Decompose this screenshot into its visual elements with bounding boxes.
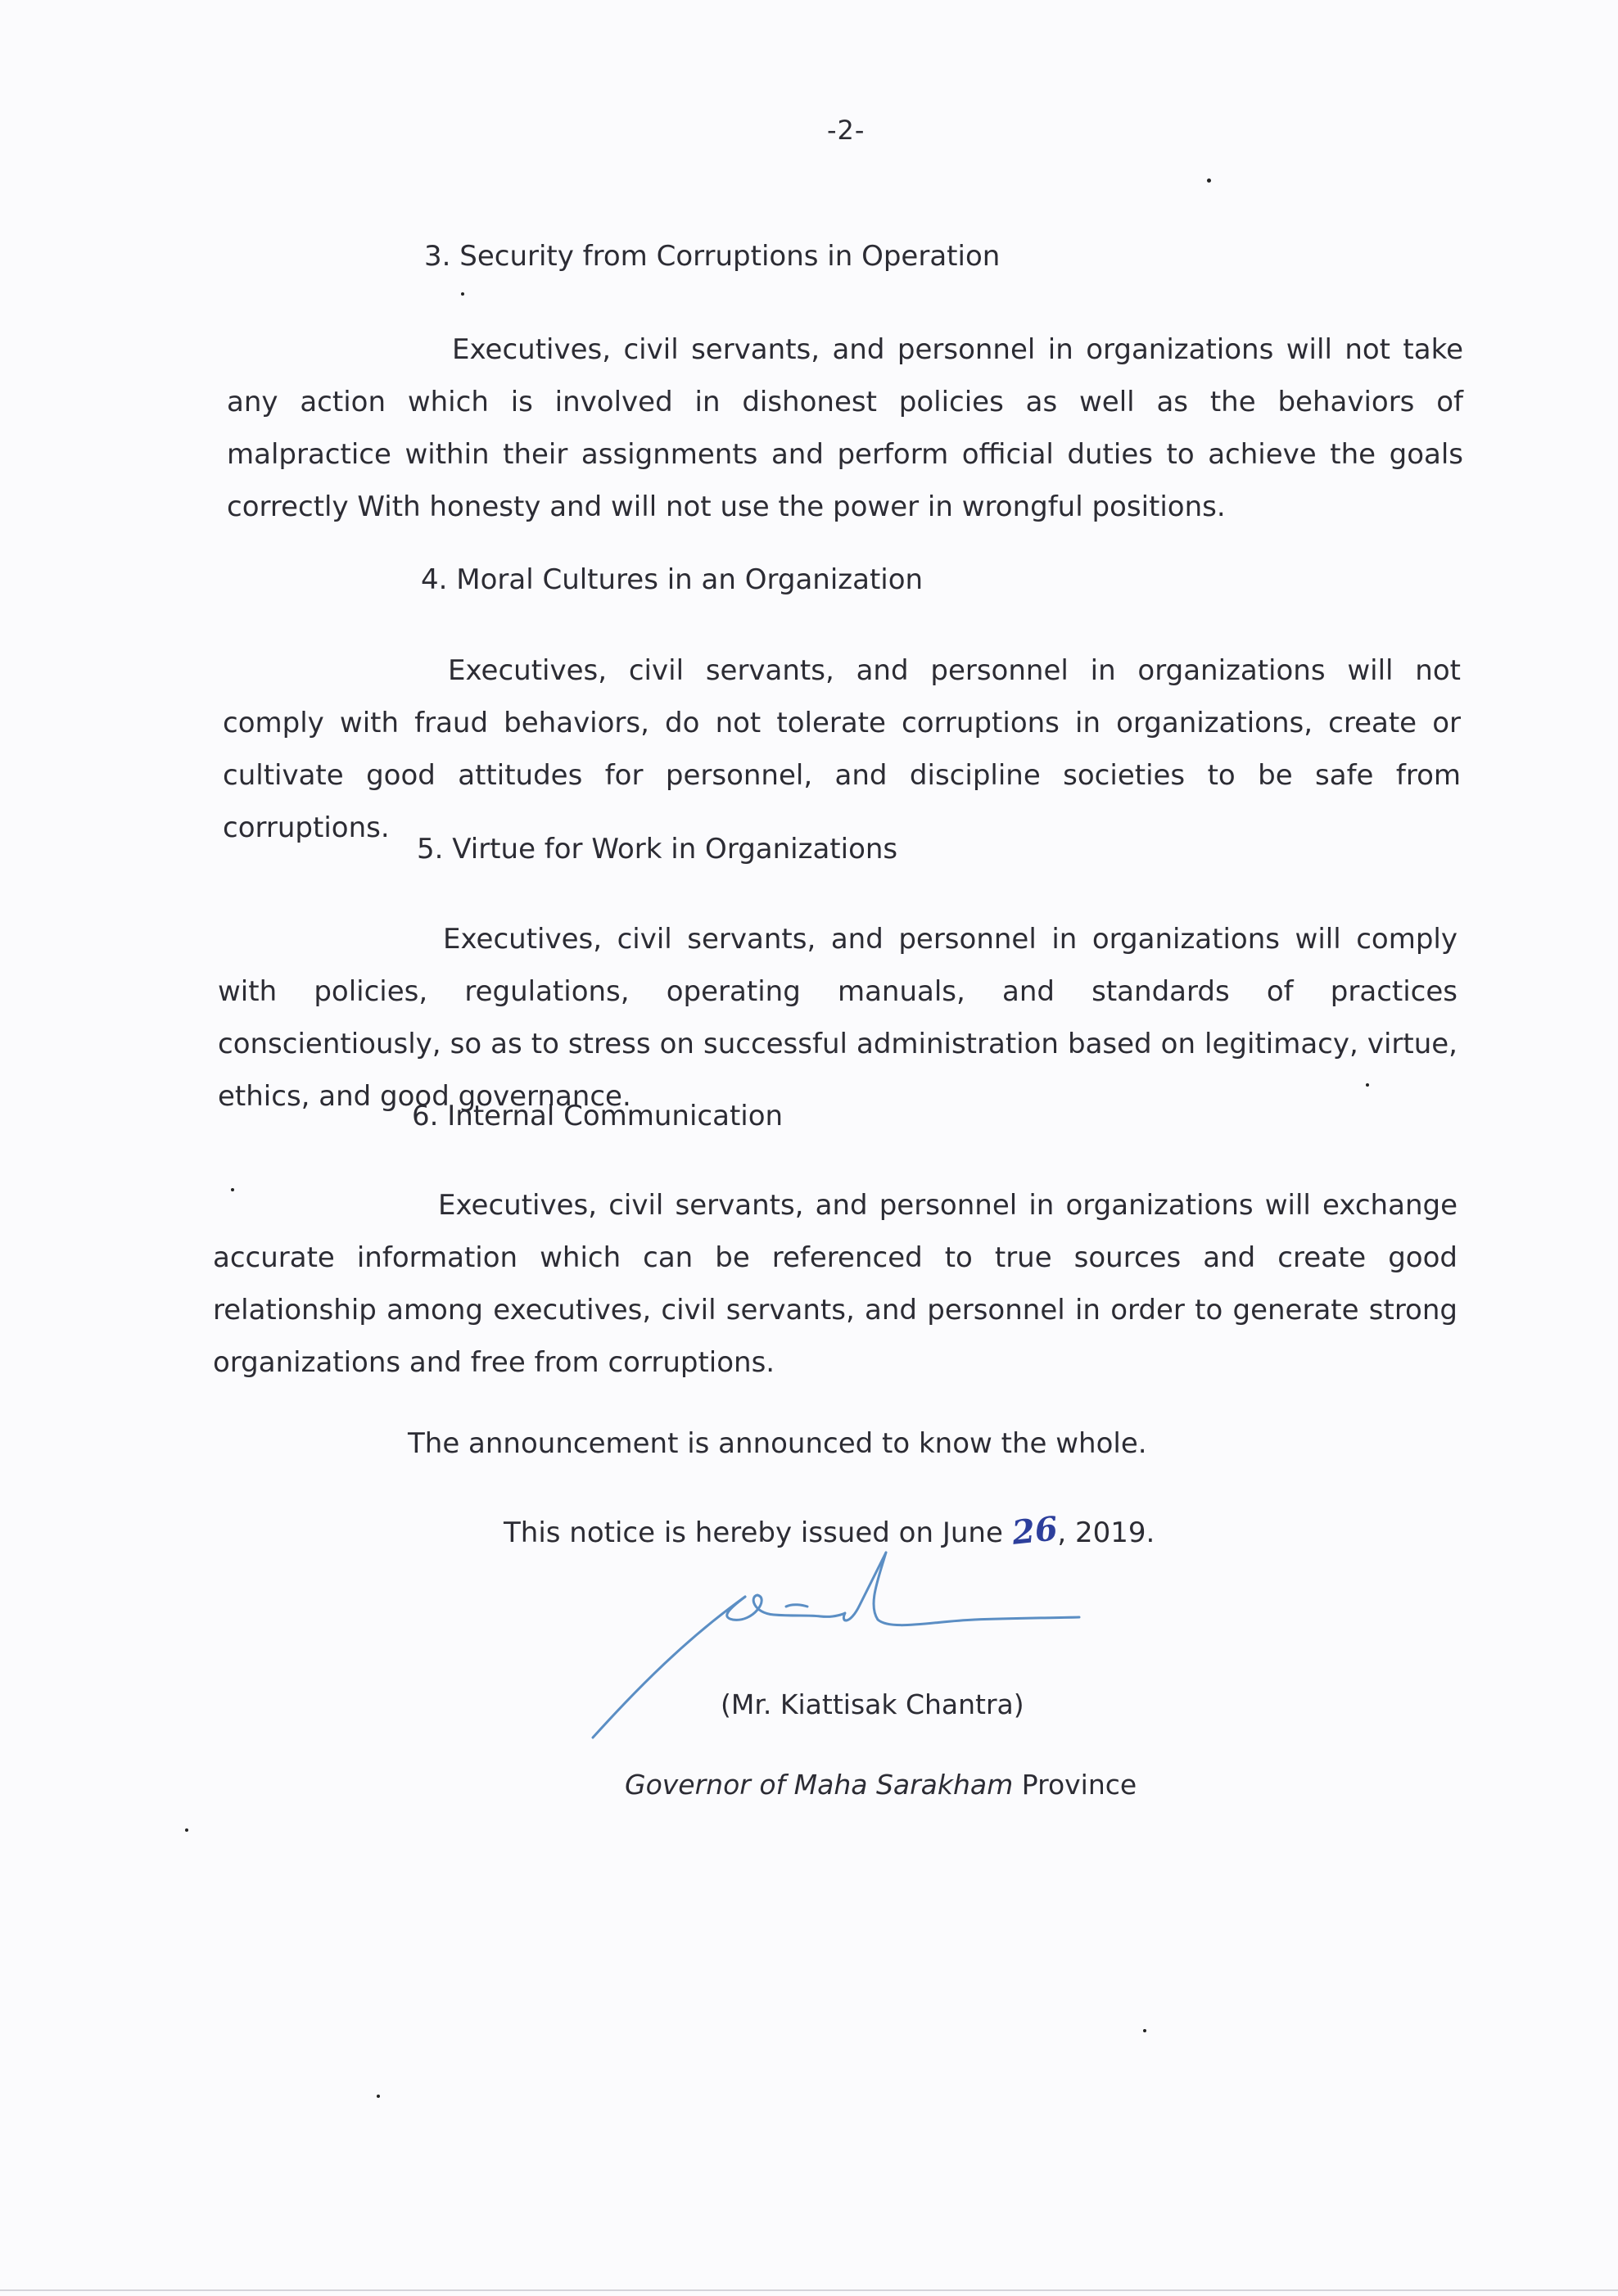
announcement-line: The announcement is announced to know the whole. — [408, 1427, 1147, 1460]
signatory-title-part1: Governor of — [625, 1769, 794, 1801]
section-body-virtue: Executives, civil servants, and personnel in organizations will comply with policies, regulations, operating manuals, and standards of practices conscientiously, so as to stress on successful administration based on legitimacy, virtue, ethics, and good governance. — [218, 923, 1458, 1113]
notice-line — [504, 1509, 1155, 1553]
section-heading-security: 3. Security from Corruptions in Operation — [424, 240, 1001, 273]
signatory-title-province: Maha Sarakham — [793, 1769, 1014, 1801]
section-body-internal-communication: Executives, civil servants, and personnel in organizations will exchange accurate information which can be referenced to true sources and create good relationship among executives, civil servants, and personnel in order to generate strong organizations and free from corruptions. — [213, 1189, 1458, 1379]
scan-speck — [1143, 2029, 1146, 2032]
section-body-moral-cultures: Executives, civil servants, and personnel in organizations will not comply with fraud behaviors, do not tolerate corruptions in organizations, create or cultivate good attitudes for personnel, and discipline societies to be safe from corruptions. — [223, 654, 1461, 844]
scan-speck — [1207, 179, 1211, 183]
scan-speck — [231, 1188, 234, 1191]
scan-speck — [1366, 1083, 1369, 1087]
scan-speck — [185, 1828, 188, 1832]
page-number: -2- — [827, 115, 865, 146]
notice-suffix: , 2019. — [1057, 1516, 1155, 1549]
signatory-name: (Mr. Kiattisak Chantra) — [721, 1688, 1024, 1720]
section-heading-virtue: 5. Virtue for Work in Organizations — [417, 833, 898, 866]
section-body-security: Executives, civil servants, and personnel in organizations will not take any action which is involved in dishonest policies as well as the behaviors of malpractice within their assignments and perform official duties to achieve the goals correctly With honesty and will not use the power in wrongful positions. — [227, 333, 1463, 523]
notice-prefix: This notice is hereby issued on June — [504, 1516, 1012, 1549]
section-heading-moral-cultures: 4. Moral Cultures in an Organization — [421, 563, 924, 596]
scan-speck — [377, 2095, 380, 2098]
signatory-title-part3: Province — [1013, 1769, 1137, 1801]
handwritten-day: 26 — [1010, 1509, 1060, 1553]
section-heading-internal-communication: 6. Internal Communication — [412, 1100, 784, 1132]
signatory-title — [625, 1769, 1137, 1801]
scan-speck — [461, 292, 464, 296]
page-bottom-edge — [0, 2289, 1618, 2291]
